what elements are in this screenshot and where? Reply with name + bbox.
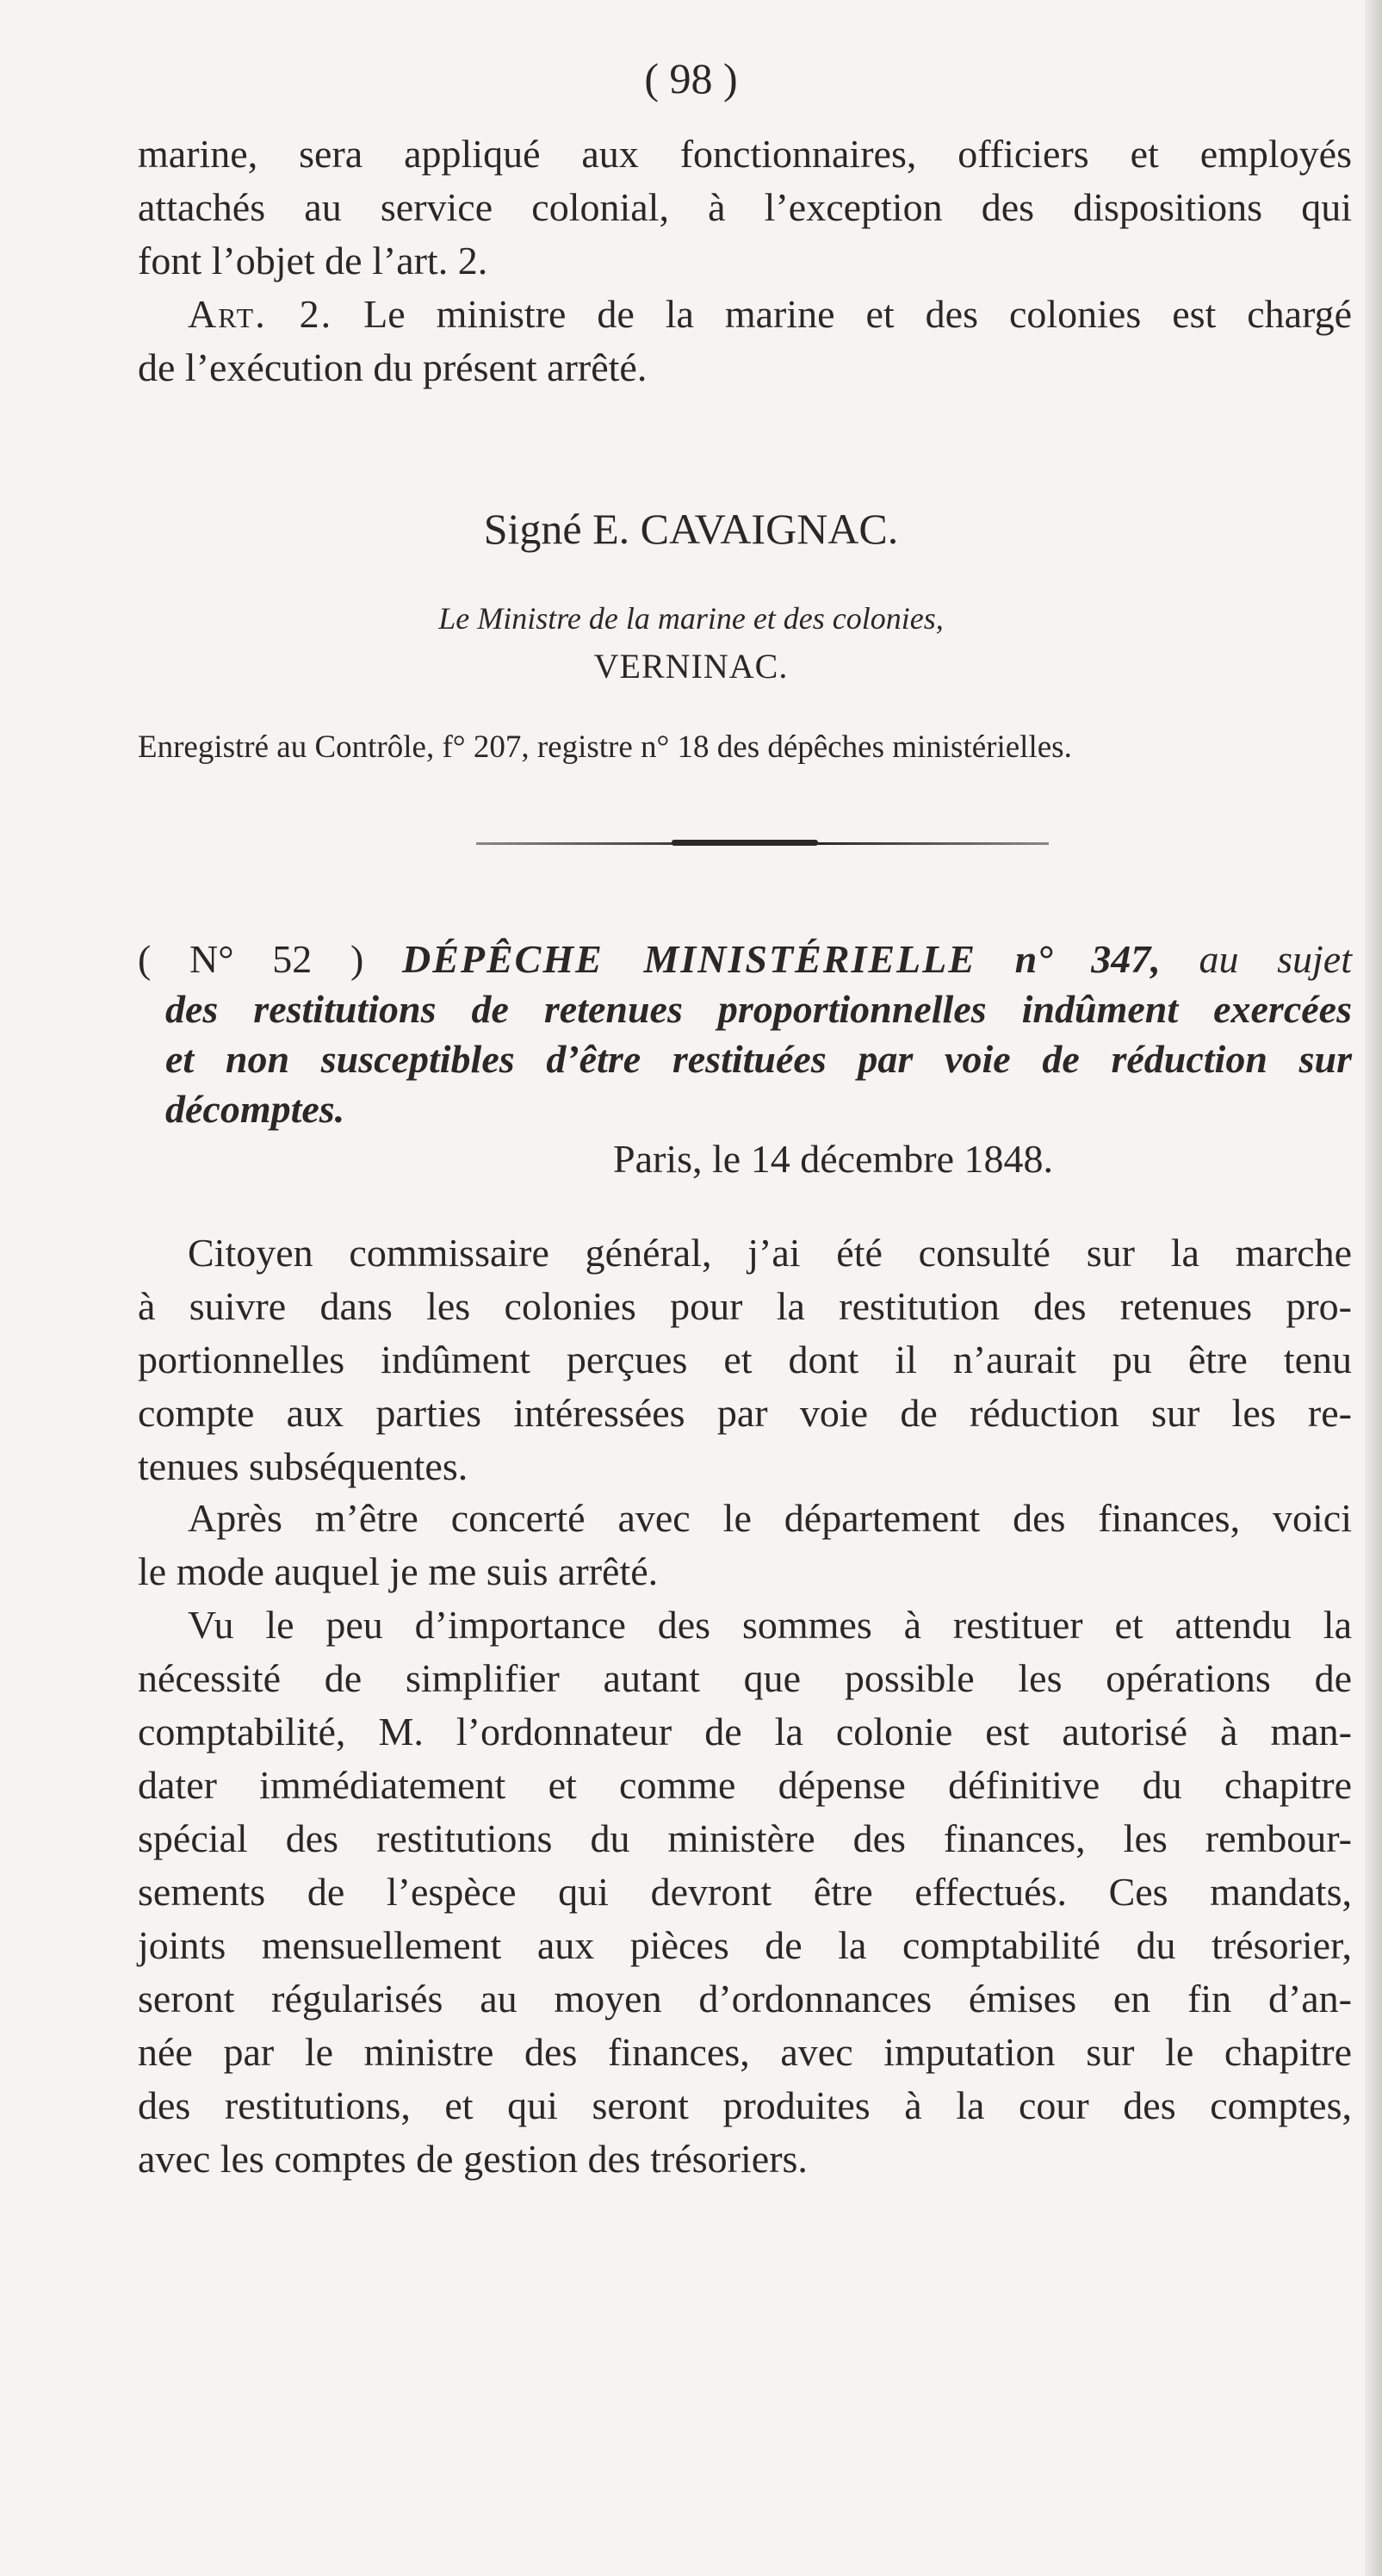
intro-paragraph — [138, 127, 1352, 288]
article-label: Art. 2. — [188, 292, 333, 336]
page-edge-shadow — [1365, 0, 1382, 2576]
p3-line-8: seront régularisés au moyen d’ordonnances émises en fin d’an- — [138, 1977, 1352, 2020]
body-paragraph-1 — [138, 1226, 1352, 1493]
dispatch-title: DÉPÊCHE MINISTÉRIELLE — [401, 937, 976, 981]
intro-line-2: attachés au service colonial, à l’exception des dispositions qui — [138, 185, 1352, 229]
dispatch-date — [0, 1136, 1382, 1182]
p1-line-2: à suivre dans les colonies pour la restitution des retenues pro- — [138, 1284, 1352, 1328]
p2-line-2: le mode auquel je me suis arrêté. — [138, 1549, 659, 1593]
dispatch-line-3: et non susceptibles d’être restituées par voie de réduction sur — [165, 1037, 1352, 1081]
dispatch-line-2: des restitutions de retenues proportionnelles indûment exercées — [165, 987, 1352, 1031]
article-2-paragraph — [138, 288, 1352, 394]
p3-line-11: avec les comptes de gestion des trésoriers. — [138, 2137, 808, 2181]
p3-line-1: Vu le peu d’importance des sommes à restituer et attendu la — [188, 1603, 1352, 1647]
dispatch-heading — [138, 934, 1352, 1134]
p3-line-10: des restitutions, et qui seront produites à la cour des comptes, — [138, 2083, 1352, 2127]
p3-line-6: sements de l’espèce qui devront être effectués. Ces mandats, — [138, 1870, 1352, 1914]
p3-line-5: spécial des restitutions du ministère des finances, les rembour- — [138, 1816, 1352, 1860]
p1-line-3: portionnelles indûment perçues et dont il n’aurait pu être tenu — [138, 1338, 1352, 1381]
article-2-line-2: de l’exécution du présent arrêté. — [138, 345, 648, 389]
minister-name: VERNINAC. — [593, 647, 789, 686]
body-paragraph-3 — [138, 1598, 1352, 2186]
p3-line-3: comptabilité, M. l’ordonnateur de la colonie est autorisé à man- — [138, 1710, 1352, 1754]
p3-line-2: nécessité de simplifier autant que possible les opérations de — [138, 1656, 1352, 1700]
dispatch-line-1 — [138, 934, 1352, 984]
registration-note: Enregistré au Contrôle, f° 207, registre n° 18 des dépêches ministérielles. — [138, 729, 1072, 765]
date-text: Paris, le 14 décembre 1848. — [613, 1137, 1053, 1181]
page-number: ( 98 ) — [644, 54, 738, 102]
p3-line-7: joints mensuellement aux pièces de la comptabilité du trésorier, — [138, 1923, 1352, 1967]
article-2-text-1: Le ministre de la marine et des colonies est chargé — [363, 292, 1353, 336]
p2-line-1: Après m’être concerté avec le département des finances, voici — [188, 1496, 1352, 1540]
p3-line-9: née par le ministre des finances, avec imputation sur le chapitre — [138, 2030, 1352, 2074]
p1-line-5: tenues subséquentes. — [138, 1444, 468, 1488]
dispatch-ref: n° 347, — [1014, 937, 1161, 981]
p1-line-4: compte aux parties intéressées par voie de réduction sur les re- — [138, 1391, 1352, 1435]
p1-line-1: Citoyen commissaire général, j’ai été consulté sur la marche — [188, 1231, 1352, 1275]
signed-by: Signé E. CAVAIGNAC. — [483, 505, 899, 553]
body-paragraph-2 — [138, 1492, 1352, 1598]
article-2-line-1 — [138, 288, 1352, 341]
section-divider-accent — [672, 840, 818, 846]
dispatch-subject-start: au sujet — [1199, 937, 1353, 981]
p3-line-4: dater immédiatement et comme dépense définitive du chapitre — [138, 1763, 1352, 1807]
dispatch-line-4: décomptes. — [165, 1087, 345, 1131]
intro-line-3: font l’objet de l’art. 2. — [138, 239, 488, 282]
minister-title: Le Ministre de la marine et des colonies, — [438, 601, 944, 636]
intro-line-1: marine, sera appliqué aux fonctionnaires, officiers et employés — [138, 132, 1352, 176]
dispatch-number: ( N° 52 ) — [138, 937, 364, 981]
